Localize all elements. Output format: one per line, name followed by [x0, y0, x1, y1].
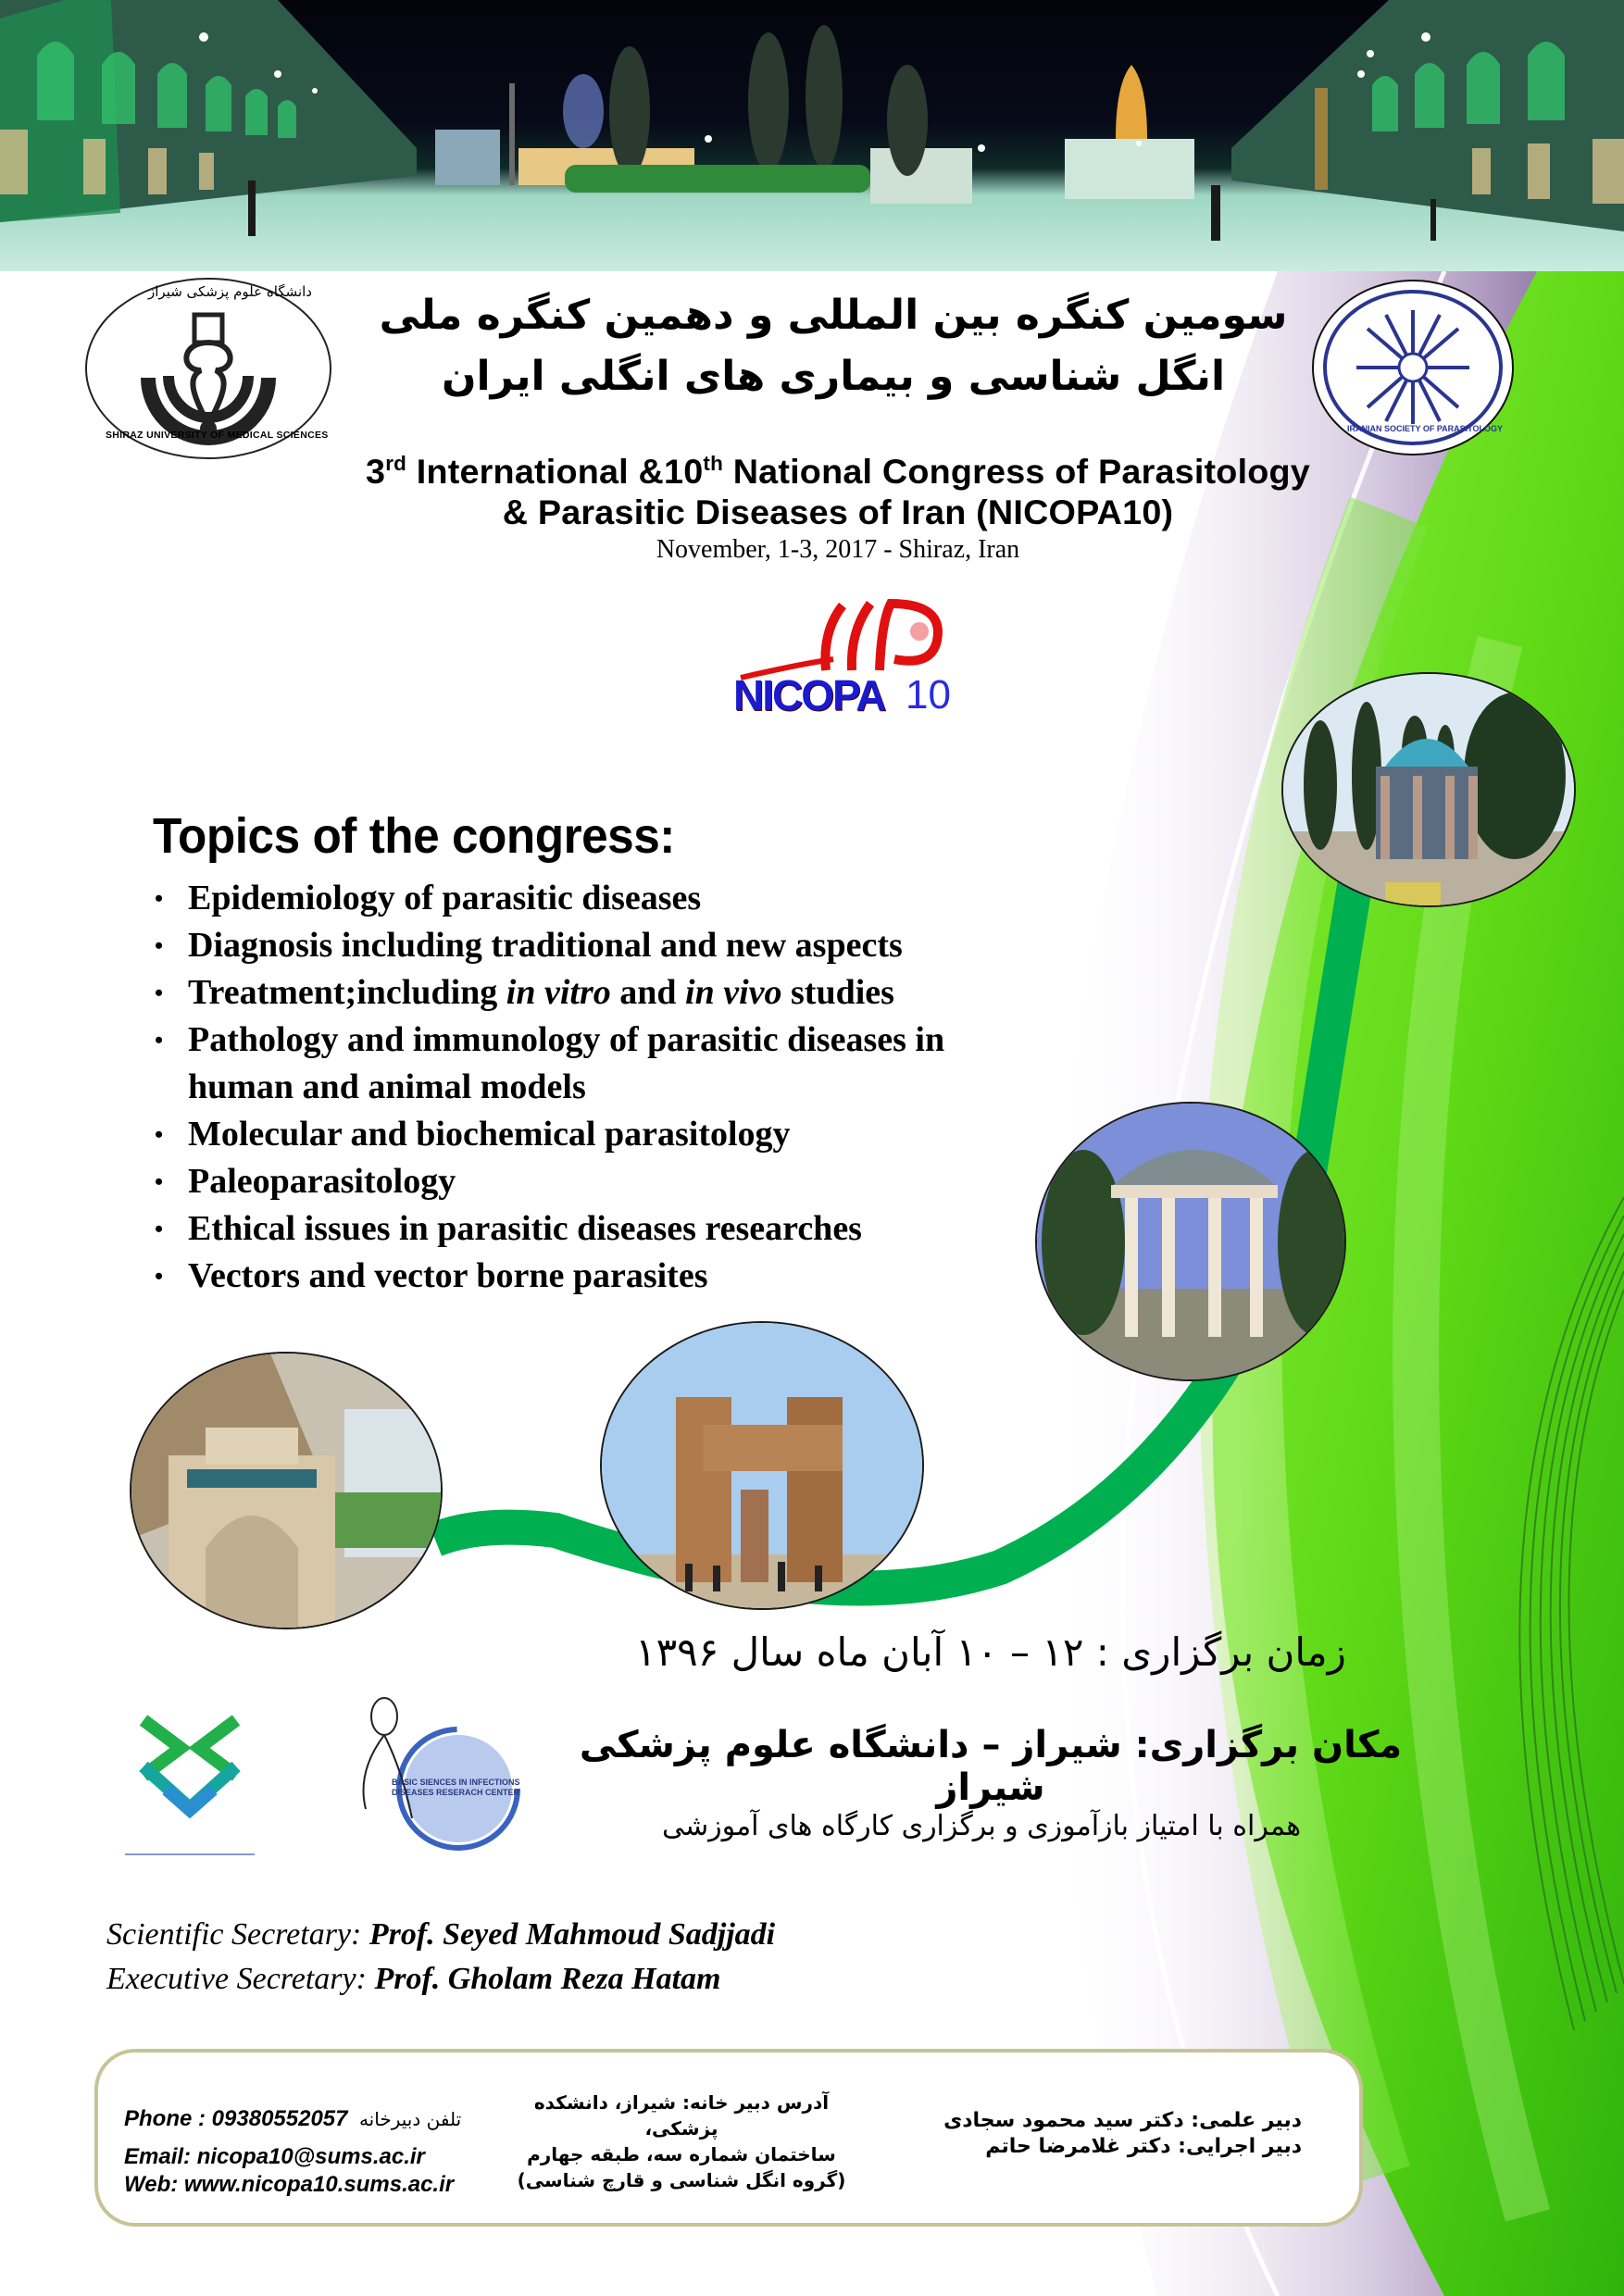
photo-quran-gate [130, 1352, 443, 1629]
congress-dates: November, 1-3, 2017 - Shiraz, Iran [656, 535, 1020, 564]
title-fa-line2: انگل شناسی و بیماری های انگلی ایران [441, 353, 1226, 400]
contact-box [94, 2049, 1363, 2227]
topic-item: • Molecular and biochemical parasitology [153, 1111, 1171, 1158]
photo-hafez-tomb [1035, 1102, 1346, 1381]
phone-number[interactable]: 09380552057 [211, 2106, 348, 2131]
society-logo-text-en: IRANIAN SOCIETY OF PARASITOLOGY [1347, 424, 1504, 433]
executive-secretary: Executive Secretary: Prof. Gholam Reza Hatam [106, 1962, 721, 1996]
secretaries-fa: دبیر علمی: دکتر سید محمود سجادی دبیر اجرایی: دکتر غلامرضا حاتم [943, 2109, 1302, 2158]
sums-logo [83, 276, 333, 461]
photo-persepolis [600, 1321, 924, 1610]
nicopa10-logo [722, 585, 963, 722]
topic-item: • Ethical issues in parasitic diseases researches [153, 1205, 1171, 1253]
basic-sciences-line1: BASIC SIENCES IN INFECTIONS [392, 1778, 520, 1787]
secretaries [106, 1913, 986, 2002]
header-photo [0, 0, 1624, 271]
sums-logo-text-fa: دانشگاه علوم پزشکی شیراز [148, 283, 312, 300]
topics-heading: Topics of the congress: [153, 808, 675, 864]
phone-label: Phone : [124, 2106, 212, 2131]
email-link[interactable]: Email: nicopa10@sums.ac.ir [124, 2144, 425, 2169]
title-en-line2: & Parasitic Diseases of Iran (NICOPA10) [502, 493, 1174, 531]
nicopa-number: 10 [906, 672, 951, 718]
basic-sciences-center-logo [356, 1696, 542, 1853]
phone-line [124, 2105, 461, 2133]
topic-item: • Pathology and immunology of parasitic diseases in human and animal models [153, 1017, 1171, 1111]
title-en-line1: 3rd International &10th National Congress of Parasitology [366, 452, 1310, 491]
address-fa: آدرس دبیر خانه: شیراز، دانشکده پزشکی، ساختمان شماره سه، طبقه جهارم (گروه انگل شناسی و قارچ شناسی) [517, 2091, 846, 2191]
event-time-fa: زمان برگزاری : ۱۲ – ۱۰ آبان ماه سال ۱۳۹۶ [635, 1629, 1346, 1675]
shrine-courtyard-illustration [0, 0, 1624, 271]
nicopa-wordmark: NICOPA [733, 671, 885, 719]
photo-saadi-tomb [1281, 672, 1576, 907]
topic-item: • Diagnosis including traditional and new aspects [153, 922, 1171, 969]
basic-sciences-line2: DISEASES RESERACH CENTER [392, 1788, 520, 1797]
research-center-logo-green [116, 1702, 264, 1859]
web-link[interactable]: Web: www.nicopa10.sums.ac.ir [124, 2172, 455, 2197]
topic-item: • Paleoparasitology [153, 1158, 1171, 1205]
event-place-fa: مکان برگزاری: شیراز – دانشگاه علوم پزشکی شیراز [579, 1724, 1403, 1809]
scientific-secretary: Scientific Secretary: Prof. Seyed Mahmoud Sadjjadi [106, 1917, 776, 1952]
sums-logo-text-en: SHIRAZ UNIVERSITY OF MEDICAL SCIENCES [106, 430, 329, 441]
event-note-fa: همراه با امتیاز بازآموزی و برگزاری کارگاه های آموزشی [661, 1810, 1302, 1842]
title-fa-line1: سومین کنگره بین المللی و دهمین کنگره ملی [379, 292, 1288, 339]
topics-list [153, 875, 1171, 1300]
phone-label-fa: تلفن دبیرخانه [358, 2108, 462, 2130]
parasitology-society-logo [1310, 278, 1516, 458]
topic-item: • Epidemiology of parasitic diseases [153, 875, 1171, 922]
topic-item: • Vectors and vector borne parasites [153, 1253, 1171, 1300]
topic-item: • Treatment;including in vitro and in vivo studies [153, 969, 1171, 1017]
